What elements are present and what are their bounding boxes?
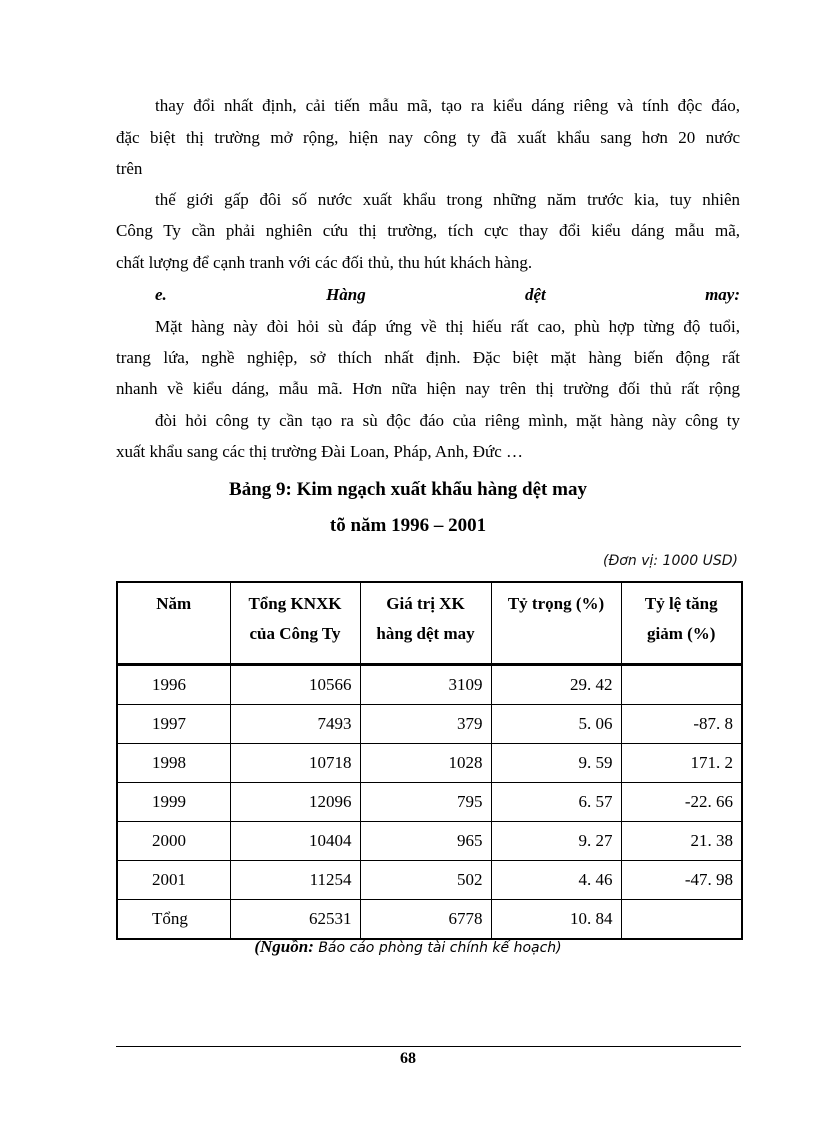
cell-change: 21. 38 (621, 822, 742, 861)
section-heading (155, 284, 740, 306)
export-table (116, 581, 743, 940)
cell-change (621, 665, 742, 705)
cell-value: 965 (360, 822, 491, 861)
cell-year: Tổng (117, 900, 230, 940)
cell-total: 62531 (230, 900, 360, 940)
cell-value: 6778 (360, 900, 491, 940)
cell-share: 29. 42 (491, 665, 621, 705)
text-line: nhanh về kiểu dáng, mẫu mã. Hơn nữa hiện nay trên thị trường đối thủ rất rộng (116, 379, 740, 398)
text-line: đòi hỏi công ty cần tạo ra sù độc đáo của riêng mình, mặt hàng này công ty (155, 411, 740, 430)
header-share: Tỷ trọng (%) (491, 582, 621, 665)
header-change: Tỷ lệ tăng giảm (%) (621, 582, 742, 665)
table-row (117, 665, 742, 705)
text-line: trang lứa, nghề nghiệp, sở thích nhất định. Đặc biệt mặt hàng biến động rất (116, 348, 740, 367)
cell-share: 6. 57 (491, 783, 621, 822)
text-line: Công Ty cần phải nghiên cứu thị trường, tích cực thay đổi kiểu dáng mẫu mã, (116, 221, 740, 240)
text-line: thế giới gấp đôi số nước xuất khẩu trong những năm trước kia, tuy nhiên (155, 190, 740, 209)
header-value: Giá trị XK hàng dệt may (360, 582, 491, 665)
cell-value: 3109 (360, 665, 491, 705)
cell-total: 7493 (230, 705, 360, 744)
header-year: Năm (117, 582, 230, 665)
table-row (117, 705, 742, 744)
table-row (117, 822, 742, 861)
unit-note: (Đơn vị: 1000 USD) (603, 553, 738, 569)
cell-change: -87. 8 (621, 705, 742, 744)
cell-share: 10. 84 (491, 900, 621, 940)
table-total-row (117, 900, 742, 940)
text-line: xuất khẩu sang các thị trường Đài Loan, Pháp, Anh, Đức … (116, 442, 523, 461)
table-row (117, 744, 742, 783)
text-line: Mặt hàng này đòi hỏi sù đáp ứng về thị hiếu rất cao, phù hợp từng độ tuổi, (155, 317, 740, 336)
cell-total: 11254 (230, 861, 360, 900)
cell-year: 1996 (117, 665, 230, 705)
cell-value: 1028 (360, 744, 491, 783)
cell-year: 2001 (117, 861, 230, 900)
source-text: Báo cáo phòng tài chính kế hoạch) (313, 940, 562, 956)
text-line: đặc biệt thị trường mở rộng, hiện nay công ty đã xuất khẩu sang hơn 20 nước (116, 128, 740, 147)
cell-change: -22. 66 (621, 783, 742, 822)
cell-change: -47. 98 (621, 861, 742, 900)
text-line: trên (116, 159, 143, 178)
cell-total: 10718 (230, 744, 360, 783)
cell-year: 1998 (117, 744, 230, 783)
cell-share: 5. 06 (491, 705, 621, 744)
section-word: dệt (525, 285, 546, 304)
cell-year: 2000 (117, 822, 230, 861)
source-note (0, 937, 816, 957)
table-title-line1: Bảng 9: Kim ngạch xuất khẩu hàng dệt may (229, 479, 587, 500)
table-row (117, 861, 742, 900)
table-header-row (117, 582, 742, 665)
table-title-line2: tõ năm 1996 – 2001 (329, 515, 487, 536)
section-word: may: (705, 285, 740, 304)
section-word: Hàng (326, 285, 366, 304)
cell-change: 171. 2 (621, 744, 742, 783)
cell-total: 12096 (230, 783, 360, 822)
cell-value: 502 (360, 861, 491, 900)
page-number: 68 (400, 1050, 416, 1067)
cell-value: 795 (360, 783, 491, 822)
header-total: Tổng KNXK của Công Ty (230, 582, 360, 665)
footer-divider (116, 1046, 741, 1047)
cell-value: 379 (360, 705, 491, 744)
cell-share: 4. 46 (491, 861, 621, 900)
source-label: (Nguồn: (254, 937, 314, 956)
cell-share: 9. 27 (491, 822, 621, 861)
text-line: thay đổi nhất định, cải tiến mẫu mã, tạo ra kiểu dáng riêng và tính độc đáo, (155, 96, 740, 115)
cell-share: 9. 59 (491, 744, 621, 783)
cell-year: 1997 (117, 705, 230, 744)
text-line: chất lượng để cạnh tranh với các đối thủ, thu hút khách hàng. (116, 253, 533, 272)
section-marker: e. (155, 285, 167, 304)
cell-change (621, 900, 742, 940)
cell-total: 10404 (230, 822, 360, 861)
table-row (117, 783, 742, 822)
cell-year: 1999 (117, 783, 230, 822)
cell-total: 10566 (230, 665, 360, 705)
